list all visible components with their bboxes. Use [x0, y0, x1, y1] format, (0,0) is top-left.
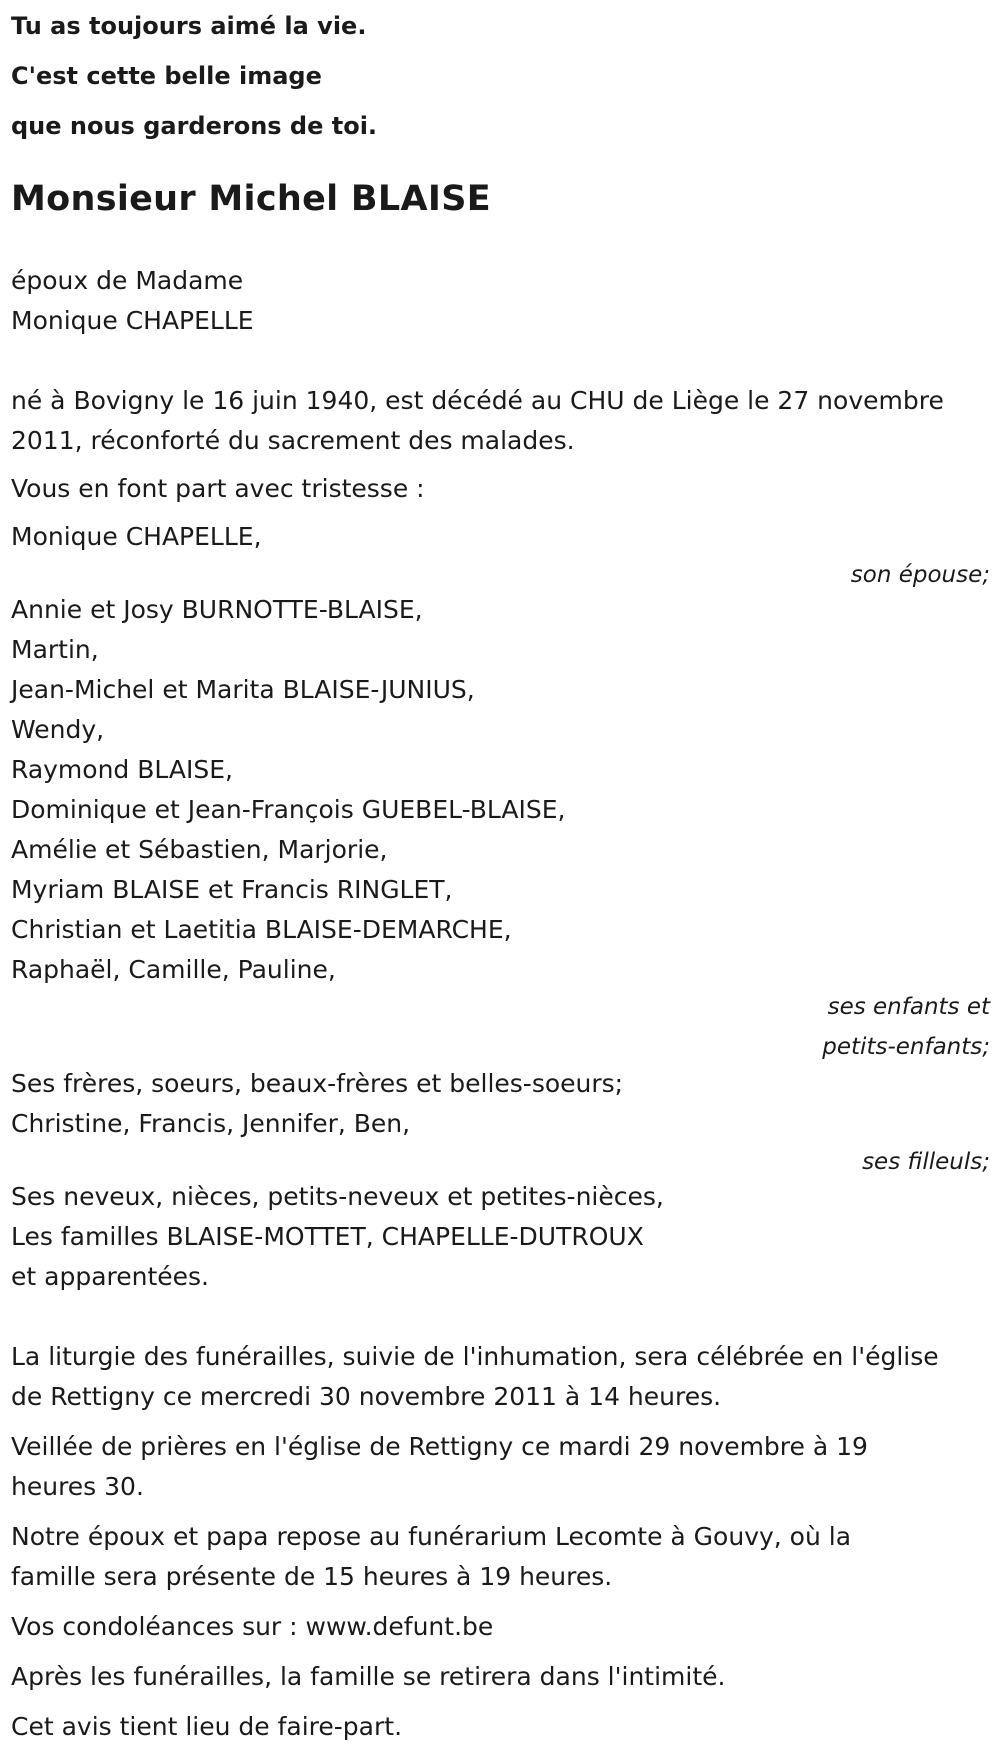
repose-line: famille sera présente de 15 heures à 19 heures. [11, 1562, 613, 1591]
relatives-line: Ses neveux, nièces, petits-neveux et petites-nièces, [11, 1182, 664, 1211]
notice-info: Cet avis tient lieu de faire-part. [11, 1712, 403, 1741]
relation-line: ses enfants et [827, 994, 990, 1020]
vigil-info [11, 1427, 993, 1507]
spouse-line: époux de Madame [11, 266, 244, 295]
children-relation [11, 987, 990, 1067]
relatives-line: et apparentées. [11, 1262, 209, 1291]
deceased-name: Monsieur Michel BLAISE [11, 179, 491, 219]
announcement-intro: Vous en font part avec tristesse : [11, 474, 425, 503]
spouse-of [11, 261, 993, 341]
family-member: Amélie et Sébastien, Marjorie, [11, 835, 388, 864]
family-member: Annie et Josy BURNOTTE-BLAISE, [11, 595, 423, 624]
birth-line: 2011, réconforté du sacrement des malades. [11, 426, 575, 455]
spouse-name: Monique CHAPELLE, [11, 522, 262, 551]
opening-quote [11, 1, 993, 151]
liturgy-info [11, 1337, 993, 1417]
siblings-line: Ses frères, soeurs, beaux-frères et belles-soeurs; [11, 1069, 624, 1098]
spouse-relation: son épouse; [850, 562, 990, 588]
quote-line: C'est cette belle image [11, 62, 322, 90]
obituary-notice [11, 0, 993, 1747]
repose-line: Notre époux et papa repose au funérarium Lecomte à Gouvy, où la [11, 1522, 852, 1551]
vigil-line: Veillée de prières en l'église de Rettigny ce mardi 29 novembre à 19 [11, 1432, 868, 1461]
godchildren-relation: ses filleuls; [862, 1149, 990, 1175]
family-member: Raymond BLAISE, [11, 755, 233, 784]
liturgy-line: La liturgie des funérailles, suivie de l'inhumation, sera célébrée en l'église [11, 1342, 939, 1371]
other-relatives [11, 1177, 993, 1297]
family-member: Wendy, [11, 715, 105, 744]
relatives-line: Les familles BLAISE-MOTTET, CHAPELLE-DUTROUX [11, 1222, 644, 1251]
birth-death-info [11, 381, 993, 461]
spouse-line: Monique CHAPELLE [11, 306, 254, 335]
children-list [11, 590, 993, 990]
liturgy-line: de Rettigny ce mercredi 30 novembre 2011 à 14 heures. [11, 1382, 722, 1411]
family-member: Raphaël, Camille, Pauline, [11, 955, 336, 984]
family-member: Myriam BLAISE et Francis RINGLET, [11, 875, 453, 904]
godchildren-line: Christine, Francis, Jennifer, Ben, [11, 1109, 411, 1138]
family-member: Martin, [11, 635, 99, 664]
family-member: Christian et Laetitia BLAISE-DEMARCHE, [11, 915, 512, 944]
relation-line: petits-enfants; [822, 1034, 990, 1060]
family-member: Dominique et Jean-François GUEBEL-BLAISE, [11, 795, 566, 824]
birth-line: né à Bovigny le 16 juin 1940, est décédé au CHU de Liège le 27 novembre [11, 386, 944, 415]
intimacy-info: Après les funérailles, la famille se retirera dans l'intimité. [11, 1662, 726, 1691]
family-member: Jean-Michel et Marita BLAISE-JUNIUS, [11, 675, 475, 704]
vigil-line: heures 30. [11, 1472, 144, 1501]
quote-line: que nous garderons de toi. [11, 112, 378, 140]
repose-info [11, 1517, 993, 1597]
quote-line: Tu as toujours aimé la vie. [11, 12, 367, 40]
condolences-info: Vos condoléances sur : www.defunt.be [11, 1612, 494, 1641]
